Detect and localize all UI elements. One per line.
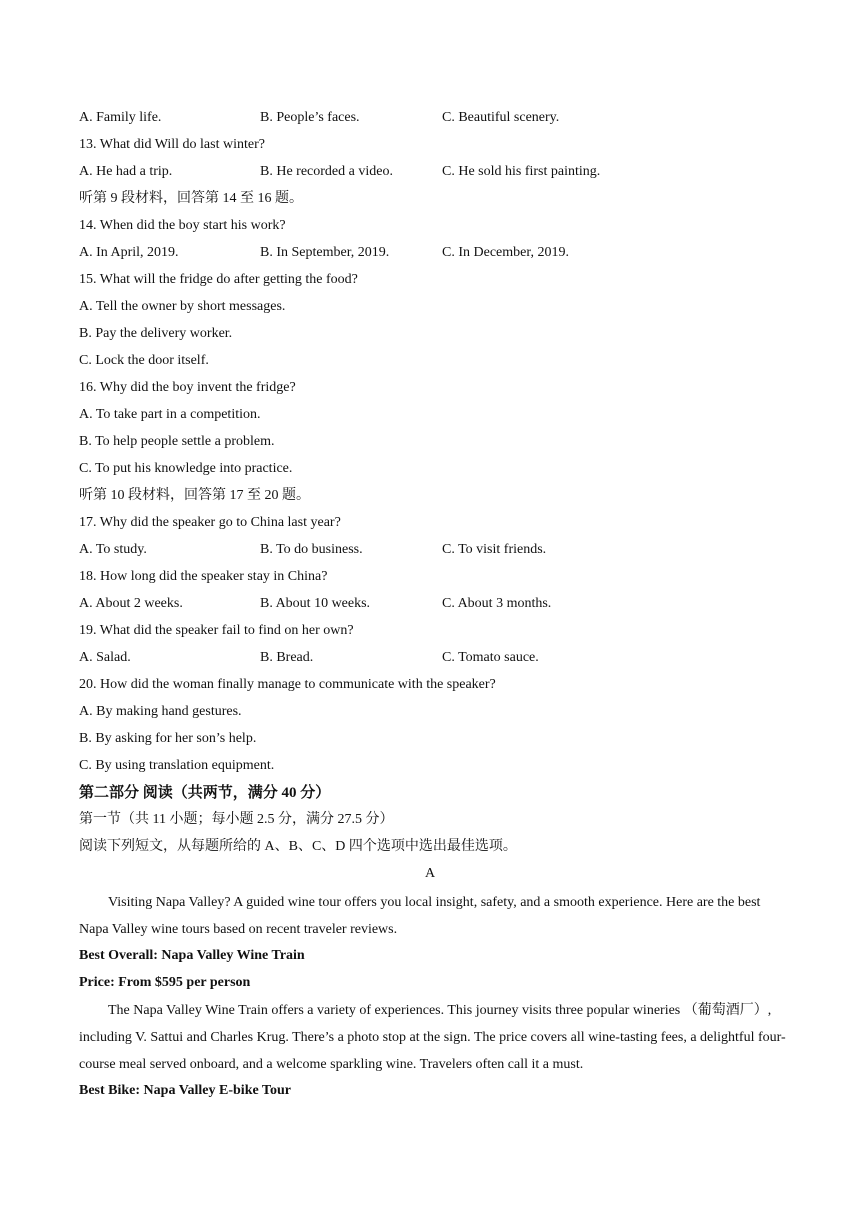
q20-option-b: B. By asking for her son’s help. — [79, 731, 257, 746]
q15-question: 15. What will the fridge do after getting the food? — [79, 272, 358, 287]
q18-question: 18. How long did the speaker stay in China? — [79, 569, 328, 584]
q19-question: 19. What did the speaker fail to find on her own? — [79, 623, 354, 638]
q18-option-a: A. About 2 weeks. — [79, 596, 183, 611]
passage-letter: A — [424, 866, 436, 881]
q15-option-c: C. Lock the door itself. — [79, 353, 209, 368]
q17-option-b: B. To do business. — [260, 542, 363, 557]
q18-option-c: C. About 3 months. — [442, 596, 552, 611]
q13-option-a: A. He had a trip. — [79, 164, 173, 179]
best-bike-heading: Best Bike: Napa Valley E-bike Tour — [79, 1083, 291, 1098]
q12-option-b: B. People’s faces. — [260, 110, 360, 125]
part2-instruction: 阅读下列短文，从每题所给的 A、B、C、D 四个选项中选出最佳选项。 — [79, 839, 517, 854]
q15-option-a: A. Tell the owner by short messages. — [79, 299, 286, 314]
part2-section1: 第一节（共 11 小题；每小题 2.5 分，满分 27.5 分） — [79, 812, 394, 827]
q14-question: 14. When did the boy start his work? — [79, 218, 286, 233]
q19-option-a: A. Salad. — [79, 650, 131, 665]
q13-question: 13. What did Will do last winter? — [79, 137, 265, 152]
section10-instruction: 听第 10 段材料，回答第 17 至 20 题。 — [79, 488, 310, 503]
best-overall-heading: Best Overall: Napa Valley Wine Train — [79, 948, 305, 963]
passage-intro: Visiting Napa Valley? A guided wine tour offers you local insight, safety, and a smooth experience. Here are the best Napa Valley wine tours based on recent traveler reviews. — [79, 895, 761, 937]
price-heading: Price: From $595 per person — [79, 975, 251, 990]
wine-train-paragraph: The Napa Valley Wine Train offers a variety of experiences. This journey visits three popular wineries （葡萄酒厂）, including V. Sattui and Charles Krug. There’s a photo stop at the sign. The price covers all wine-tasting fees, a delightful four-course meal served onboard, and a welcome sparkling wine. Travelers often call it a must. — [79, 1003, 786, 1072]
q14-option-b: B. In September, 2019. — [260, 245, 390, 260]
part2-heading: 第二部分 阅读（共两节，满分 40 分） — [79, 785, 331, 801]
q14-option-a: A. In April, 2019. — [79, 245, 179, 260]
q12-option-c: C. Beautiful scenery. — [442, 110, 560, 125]
q14-option-c: C. In December, 2019. — [442, 245, 569, 260]
q17-option-a: A. To study. — [79, 542, 147, 557]
q16-option-b: B. To help people settle a problem. — [79, 434, 275, 449]
q16-option-a: A. To take part in a competition. — [79, 407, 261, 422]
q16-question: 16. Why did the boy invent the fridge? — [79, 380, 296, 395]
q20-question: 20. How did the woman finally manage to communicate with the speaker? — [79, 677, 496, 692]
q12-option-a: A. Family life. — [79, 110, 162, 125]
section9-instruction: 听第 9 段材料，回答第 14 至 16 题。 — [79, 191, 303, 206]
q13-option-c: C. He sold his first painting. — [442, 164, 601, 179]
q17-option-c: C. To visit friends. — [442, 542, 547, 557]
q19-option-c: C. Tomato sauce. — [442, 650, 539, 665]
q20-option-c: C. By using translation equipment. — [79, 758, 275, 773]
q15-option-b: B. Pay the delivery worker. — [79, 326, 233, 341]
q18-option-b: B. About 10 weeks. — [260, 596, 371, 611]
q20-option-a: A. By making hand gestures. — [79, 704, 242, 719]
q13-option-b: B. He recorded a video. — [260, 164, 393, 179]
q19-option-b: B. Bread. — [260, 650, 314, 665]
q17-question: 17. Why did the speaker go to China last year? — [79, 515, 341, 530]
q16-option-c: C. To put his knowledge into practice. — [79, 461, 293, 476]
